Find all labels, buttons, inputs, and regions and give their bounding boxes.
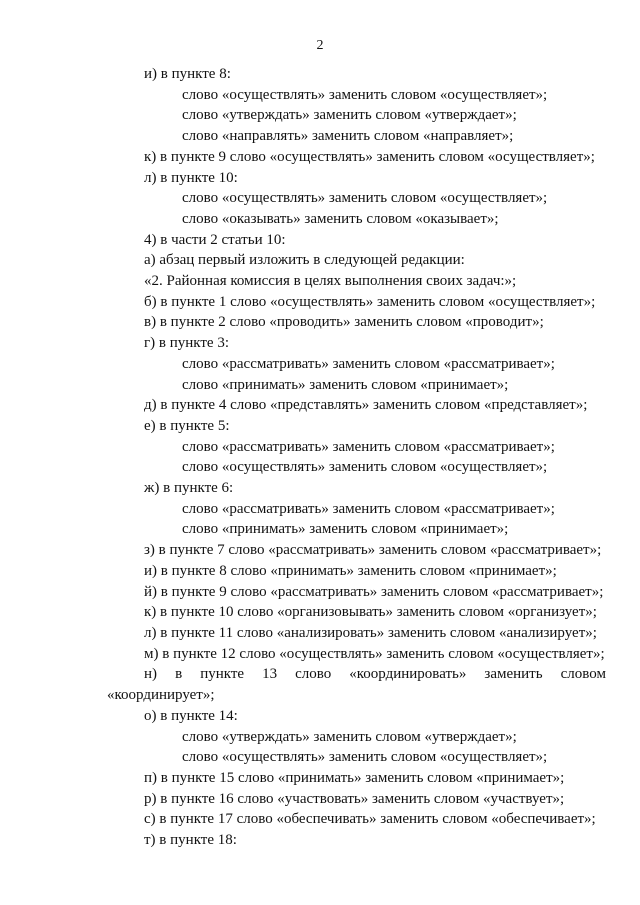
text-word: в [175,666,183,683]
text-line: к) в пункте 9 слово «осуществлять» заменить словом «осуществляет»; [144,148,595,165]
text-line: л) в пункте 10: [144,169,238,186]
text-line: слово «принимать» заменить словом «принимает»; [182,521,509,538]
text-word: 13 [262,666,278,683]
text-line: а) абзац первый изложить в следующей редакции: [144,252,465,269]
text-line: слово «рассматривать» заменить словом «рассматривает»; [182,438,555,455]
text-line: слово «оказывать» заменить словом «оказывает»; [182,210,499,227]
text-line: к) в пункте 10 слово «организовывать» заменить словом «организует»; [144,604,597,621]
text-line: р) в пункте 16 слово «участвовать» заменить словом «участвует»; [144,790,565,807]
text-line: «координирует»; [107,687,215,704]
text-line: 4) в части 2 статьи 10: [144,231,286,248]
text-line: и) в пункте 8: [144,66,231,82]
text-line: слово «рассматривать» заменить словом «рассматривает»; [182,355,555,372]
text-line: б) в пункте 1 слово «осуществлять» заменить словом «осуществляет»; [144,293,596,310]
text-line: й) в пункте 9 слово «рассматривать» заменить словом «рассматривает»; [144,583,604,600]
text-line: т) в пункте 18: [144,832,237,849]
text-line: о) в пункте 14: [144,707,238,724]
text-line: и) в пункте 8 слово «принимать» заменить словом «принимает»; [144,562,557,579]
text-line: «2. Районная комиссия в целях выполнения своих задач:»; [144,273,517,290]
text-word: н) [144,666,158,683]
text-line: в) в пункте 2 слово «проводить» заменить словом «проводит»; [144,314,544,331]
text-line: слово «осуществлять» заменить словом «осуществляет»; [182,190,548,207]
text-line: слово «утверждать» заменить словом «утверждает»; [182,728,517,745]
page-number: 2 [316,38,324,53]
text-word: заменить [484,666,543,683]
text-line: з) в пункте 7 слово «рассматривать» заменить словом «рассматривает»; [144,542,602,559]
text-line: ж) в пункте 6: [144,480,234,497]
text-word: словом [560,666,606,683]
text-word: пункте [200,666,245,683]
text-line: слово «принимать» заменить словом «принимает»; [182,376,509,393]
text-line: м) в пункте 12 слово «осуществлять» заменить словом «осуществляет»; [144,645,605,662]
text-line-justified [144,664,606,685]
text-line: с) в пункте 17 слово «обеспечивать» заменить словом «обеспечивает»; [144,811,596,828]
text-line: слово «осуществлять» заменить словом «осуществляет»; [182,459,548,476]
text-line: е) в пункте 5: [144,417,230,434]
text-word: слово [295,666,332,683]
text-line: слово «утверждать» заменить словом «утверждает»; [182,107,517,124]
text-line: г) в пункте 3: [144,335,230,352]
text-line: слово «рассматривать» заменить словом «рассматривает»; [182,500,555,517]
text-word: «координировать» [349,666,467,683]
document-body [0,64,640,851]
text-line: слово «осуществлять» заменить словом «осуществляет»; [182,749,548,766]
text-line: слово «осуществлять» заменить словом «осуществляет»; [182,86,548,103]
text-line: д) в пункте 4 слово «представлять» заменить словом «представляет»; [144,397,588,414]
text-line: п) в пункте 15 слово «принимать» заменить словом «принимает»; [144,769,565,786]
text-line: л) в пункте 11 слово «анализировать» заменить словом «анализирует»; [144,624,597,641]
text-line: слово «направлять» заменить словом «направляет»; [182,128,514,145]
